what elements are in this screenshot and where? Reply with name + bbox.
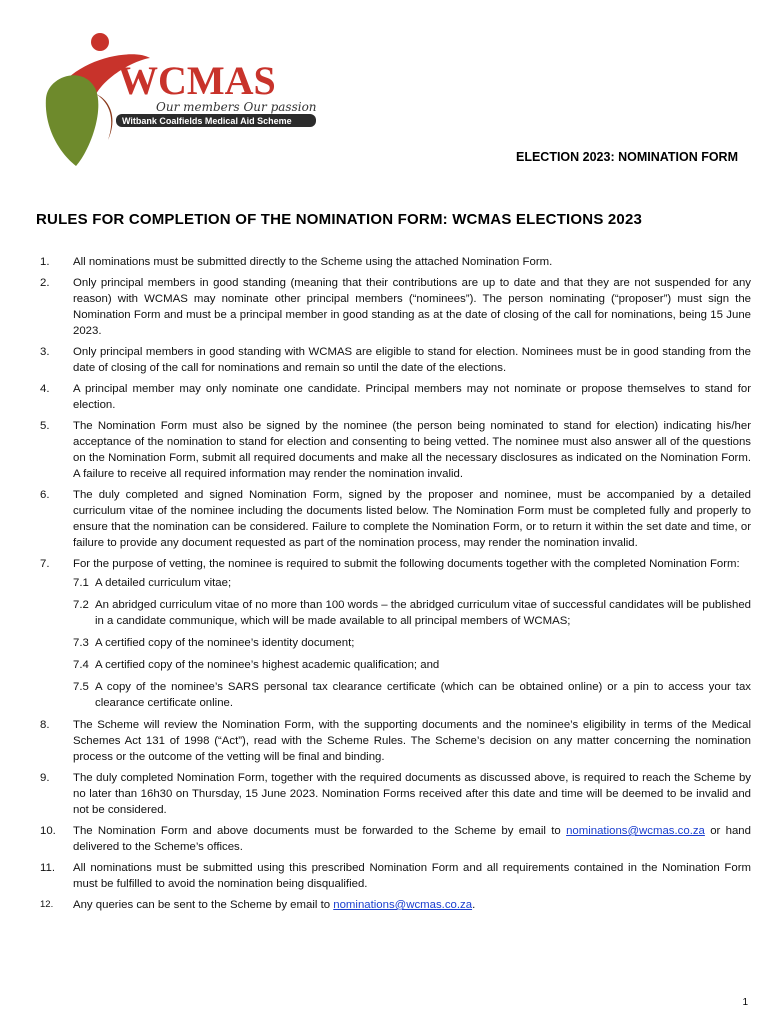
rule-item <box>40 487 751 551</box>
rule-text: The duly completed Nomination Form, together with the required documents as discussed above, is required to reach the Scheme by no later than 16h30 on Thursday, 15 June 2023. Nomination Forms received after this date and time will be deemed to be invalid and not be considered. <box>73 772 751 816</box>
sub-number: 7.3 <box>73 637 89 649</box>
rule-item <box>40 717 751 765</box>
rule-item <box>40 897 751 913</box>
form-title: ELECTION 2023: NOMINATION FORM <box>515 150 738 164</box>
sub-number: 7.1 <box>73 577 89 589</box>
rule-text: The Nomination Form and above documents must be forwarded to the Scheme by email to <box>73 825 561 837</box>
sub-text: A certified copy of the nominee’s identity document; <box>95 637 355 649</box>
page-number: 1 <box>742 997 748 1008</box>
sub-number: 7.5 <box>73 681 89 693</box>
logo-brown-accent <box>96 94 112 140</box>
nominations-email-link[interactable]: nominations@wcmas.co.za <box>566 825 705 837</box>
logo-tagline: Our members Our passion <box>156 100 317 114</box>
rule-number: 10. <box>40 825 56 837</box>
rule-item <box>40 381 751 413</box>
rule-text: The duly completed and signed Nomination Form, signed by the proposer and nominee, must be accompanied by a detailed curriculum vitae of the nominee including the documents listed below. The Nomination Form must be completed fully and properly to ensure that the nomination can be considered. Failure to complete the Nomination Form, or to return it within the set date and time, or failure to provide any document requested as part of the nomination process, may render the nomination invalid. <box>73 489 751 549</box>
rule-text: All nominations must be submitted using this prescribed Nomination Form and all requirements contained in the Nomination Form must be fulfilled to avoid the nomination being disqualified. <box>73 862 751 890</box>
sub-number: 7.2 <box>73 599 89 611</box>
vetting-documents-list <box>73 575 751 711</box>
rule-text-after: . <box>472 899 476 911</box>
rule-number: 2. <box>40 277 50 289</box>
logo-head-shape <box>91 33 109 51</box>
queries-email-link[interactable]: nominations@wcmas.co.za <box>333 899 473 911</box>
logo-brand-text: WCMAS <box>118 58 276 103</box>
rule-number: 4. <box>40 383 50 395</box>
rule-number: 8. <box>40 719 50 731</box>
rule-text: All nominations must be submitted directly to the Scheme using the attached Nomination Form. <box>73 256 553 268</box>
rule-text: A principal member may only nominate one candidate. Principal members may not nominate or propose themselves to stand for election. <box>73 383 751 411</box>
vetting-document-item <box>73 635 751 651</box>
rule-number: 11. <box>40 862 55 874</box>
rule-number: 6. <box>40 489 50 501</box>
rule-number: 3. <box>40 346 50 358</box>
sub-text: A certified copy of the nominee’s highest academic qualification; and <box>95 659 440 671</box>
rules-list <box>40 254 751 918</box>
sub-text: An abridged curriculum vitae of no more than 100 words – the abridged curriculum vitae of successful candidates will be published in a candidate communique, which will be made available to all principal members of WCMAS; <box>95 599 751 627</box>
vetting-document-item <box>73 679 751 711</box>
rule-text: The Scheme will review the Nomination Form, with the supporting documents and the nominee’s eligibility in terms of the Medical Schemes Act 131 of 1998 (“Act”), read with the Scheme Rules. The Scheme’s decision on any matter concerning the nomination process or the outcome of the vetting will be final and binding. <box>73 719 751 763</box>
rule-item <box>40 770 751 818</box>
rule-text: Only principal members in good standing with WCMAS are eligible to stand for election. Nominees must be in good standing from the date of closing of the call for nominations and remain so until the date of the elections. <box>73 346 751 374</box>
rule-text: For the purpose of vetting, the nominee is required to submit the following documents together with the completed Nomination Form: <box>73 558 740 570</box>
rule-text: Only principal members in good standing (meaning that their contributions are up to date and that they are not suspended for any reason) with WCMAS may nominate other principal members (“nominees”). The person nominating (“proposer”) must sign the Nomination Form and must be a principal member in good standing as at the date of closing of the call for nominations, being 15 June 2023. <box>73 277 751 337</box>
logo-banner-text: Witbank Coalfields Medical Aid Scheme <box>122 116 292 126</box>
rule-number: 5. <box>40 420 50 432</box>
rule-item <box>40 418 751 482</box>
rule-item <box>40 344 751 376</box>
vetting-document-item <box>73 657 751 673</box>
rule-number: 9. <box>40 772 50 784</box>
rule-text-after: or hand delivered to the Scheme’s offices. <box>73 825 751 853</box>
rule-item <box>40 860 751 892</box>
vetting-document-item <box>73 575 751 591</box>
rule-item <box>40 556 751 711</box>
rule-number: 12. <box>40 899 54 910</box>
rule-item <box>40 254 751 270</box>
logo-green-leaf <box>46 75 99 166</box>
sub-text: A copy of the nominee’s SARS personal tax clearance certificate (which can be obtained online) or a pin to access your tax clearance certificate online. <box>95 681 751 709</box>
logo-graphic <box>38 30 328 180</box>
rule-number: 7. <box>40 558 50 570</box>
rule-text: The Nomination Form must also be signed by the nominee (the person being nominated to stand for election) indicating his/her acceptance of the nomination to stand for election and consenting to being vetted. The nominee must also answer all of the questions on the Nomination Form, submit all required documents and make all the necessary disclosures as indicated on the Nomination Form. A failure to receive all required information may render the nomination invalid. <box>73 420 751 480</box>
rule-number: 1. <box>40 256 50 268</box>
rule-text: Any queries can be sent to the Scheme by email to <box>73 899 331 911</box>
sub-number: 7.4 <box>73 659 89 671</box>
vetting-document-item <box>73 597 751 629</box>
sub-text: A detailed curriculum vitae; <box>95 577 232 589</box>
rule-item <box>40 823 751 855</box>
rules-heading: RULES FOR COMPLETION OF THE NOMINATION FORM: WCMAS ELECTIONS 2023 <box>36 211 643 228</box>
rule-item <box>40 275 751 339</box>
wcmas-logo <box>38 30 328 180</box>
